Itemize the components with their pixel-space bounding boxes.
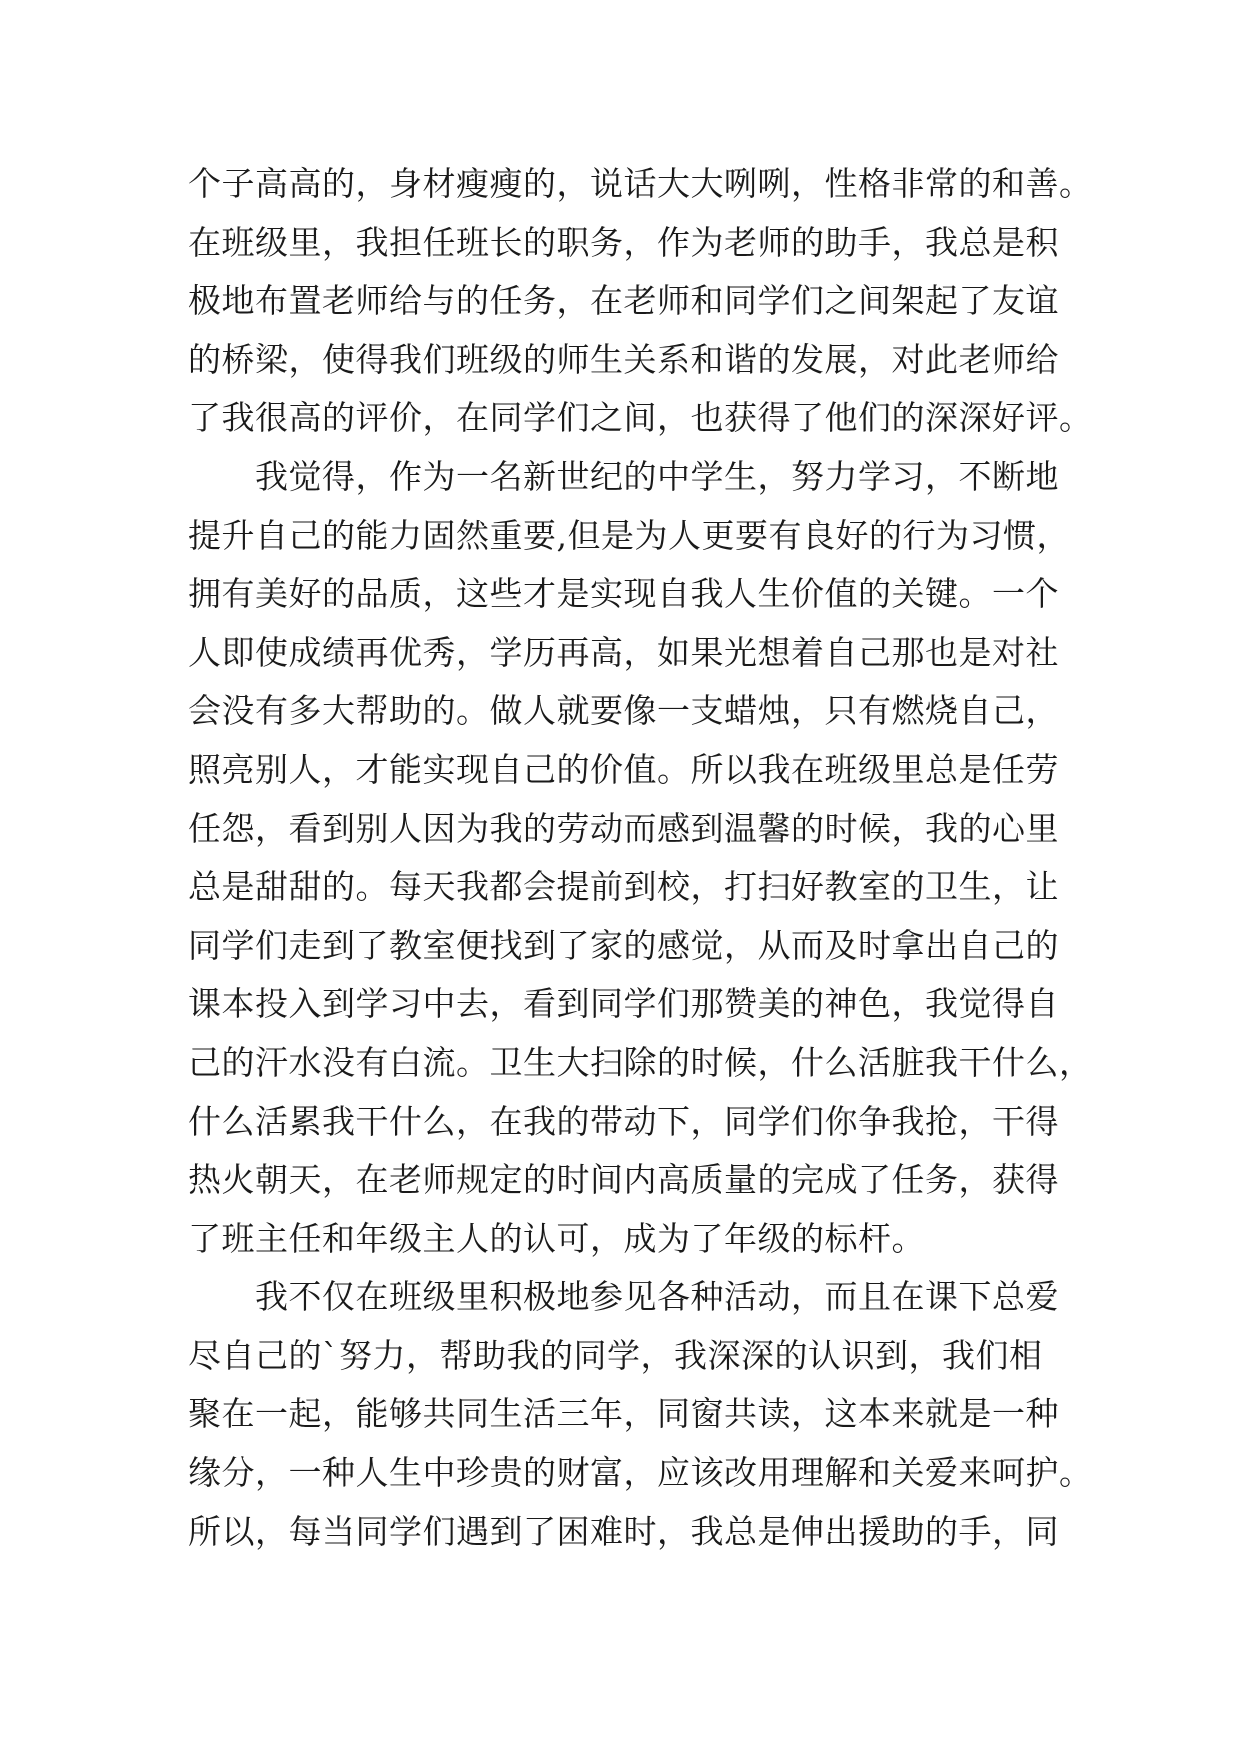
text-line: 的桥梁，使得我们班级的师生关系和谐的发展，对此老师给	[188, 339, 1059, 379]
text-line: 同学们走到了教室便找到了家的感觉，从而及时拿出自己的	[188, 925, 1059, 965]
text-line: 我不仅在班级里积极地参见各种活动，而且在课下总爱	[188, 1277, 1059, 1317]
text-line: 课本投入到学习中去，看到同学们那赞美的神色，我觉得自	[188, 984, 1059, 1024]
text-line: 提升自己的能力固然重要,但是为人更要有良好的行为习惯，	[188, 515, 1070, 555]
document-body	[188, 155, 1093, 1561]
text-line: 缘分，一种人生中珍贵的财富，应该改用理解和关爱来呵护。	[188, 1453, 1093, 1493]
text-line: 照亮别人，才能实现自己的价值。所以我在班级里总是任劳	[188, 749, 1059, 789]
text-line: 我觉得，作为一名新世纪的中学生，努力学习，不断地	[188, 456, 1059, 496]
text-line: 拥有美好的品质，这些才是实现自我人生价值的关键。一个	[188, 574, 1059, 614]
text-line: 会没有多大帮助的。做人就要像一支蜡烛，只有燃烧自己，	[188, 691, 1059, 731]
text-line: 聚在一起，能够共同生活三年，同窗共读，这本来就是一种	[188, 1394, 1059, 1434]
text-line: 己的汗水没有白流。卫生大扫除的时候，什么活脏我干什么，	[188, 1042, 1093, 1082]
text-line: 极地布置老师给与的任务，在老师和同学们之间架起了友谊	[188, 281, 1059, 321]
text-line: 总是甜甜的。每天我都会提前到校，打扫好教室的卫生，让	[188, 867, 1059, 907]
text-line: 任怨，看到别人因为我的劳动而感到温馨的时候，我的心里	[188, 808, 1059, 848]
text-line: 什么活累我干什么，在我的带动下，同学们你争我抢，干得	[188, 1101, 1059, 1141]
text-line: 在班级里，我担任班长的职务，作为老师的助手，我总是积	[188, 222, 1059, 262]
text-line: 了班主任和年级主人的认可，成为了年级的标杆。	[188, 1218, 925, 1258]
text-line: 个子高高的，身材瘦瘦的，说话大大咧咧，性格非常的和善。	[188, 164, 1093, 203]
text-line: 尽自己的`努力，帮助我的同学，我深深的认识到，我们相	[188, 1335, 1043, 1375]
text-line: 热火朝天，在老师规定的时间内高质量的完成了任务，获得	[188, 1160, 1059, 1200]
text-line: 人即使成绩再优秀，学历再高，如果光想着自己那也是对社	[188, 632, 1059, 672]
text-line: 了我很高的评价，在同学们之间，也获得了他们的深深好评。	[188, 398, 1093, 438]
text-line: 所以，每当同学们遇到了困难时，我总是伸出援助的手，同	[188, 1511, 1059, 1551]
